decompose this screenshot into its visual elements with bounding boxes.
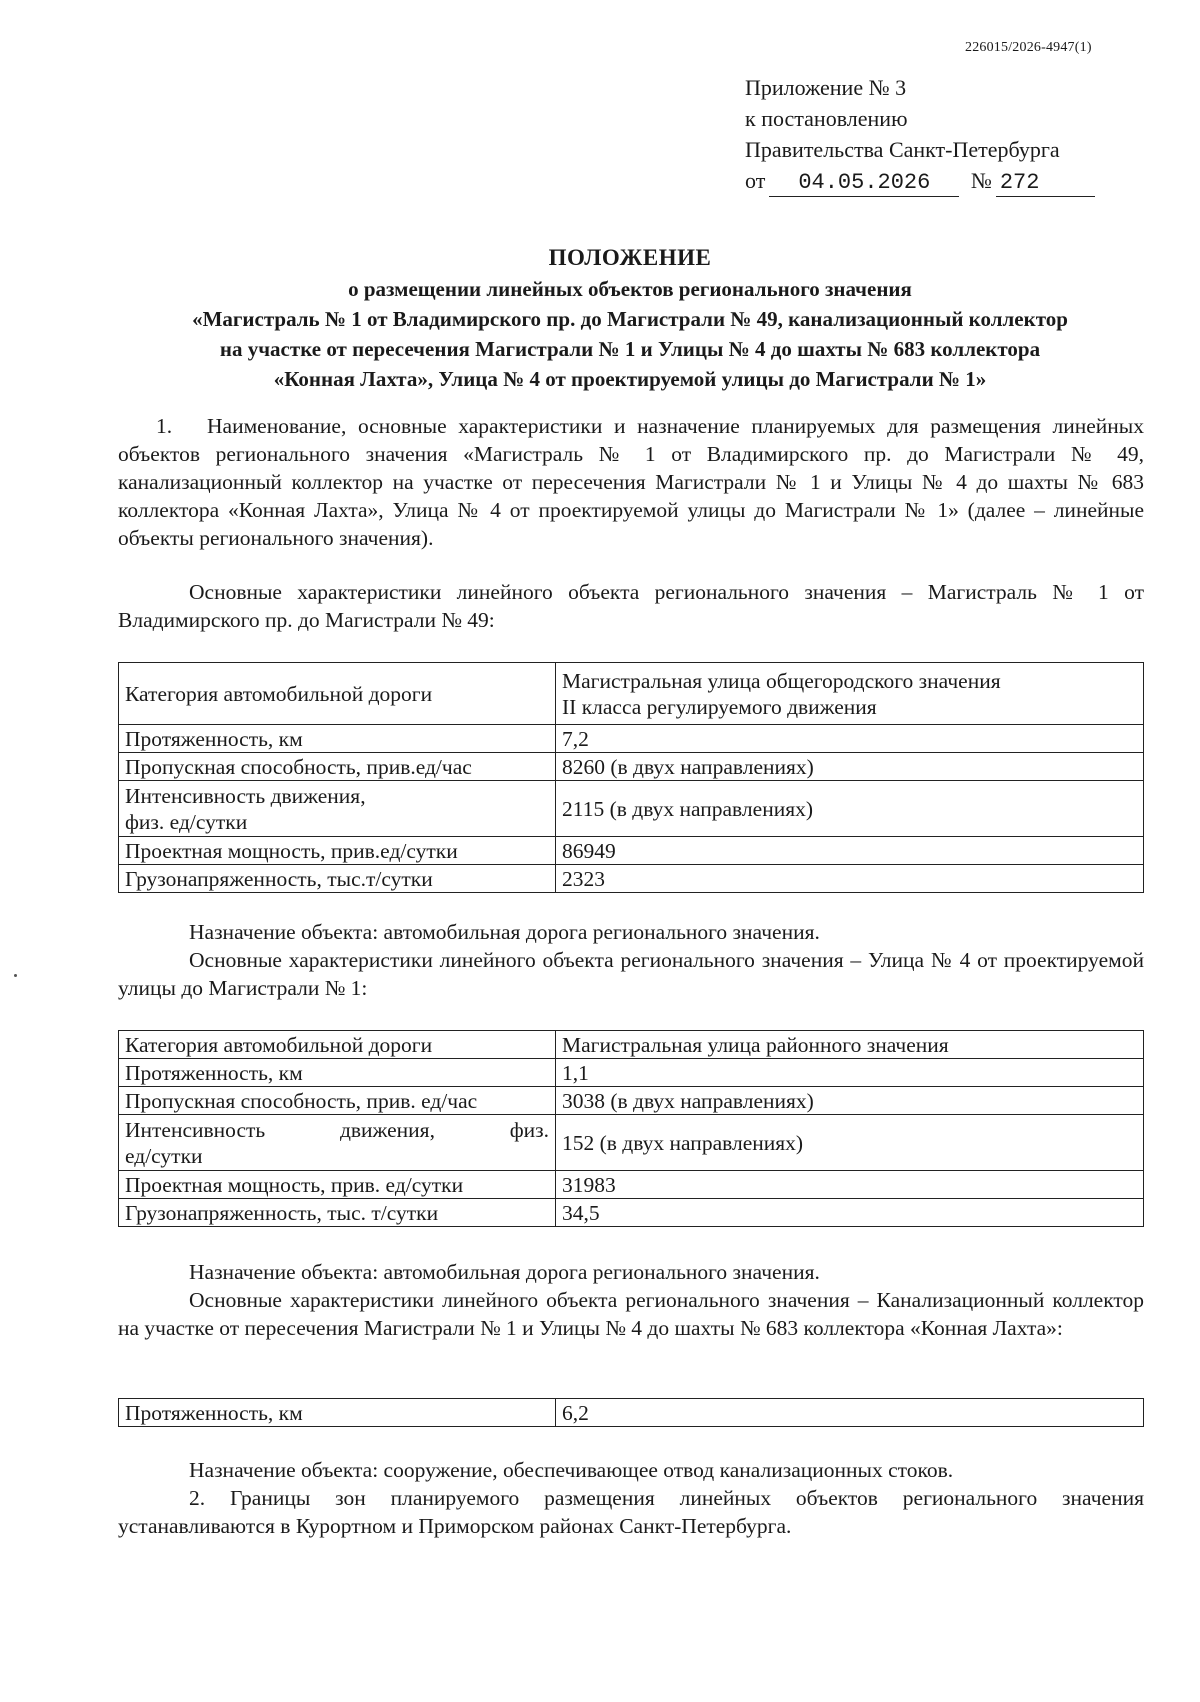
table-value: 6,2 [556, 1399, 1144, 1427]
table-key: Пропускная способность, прив.ед/час [119, 753, 556, 781]
collector-purpose: Назначение объекта: сооружение, обеспечивающее отвод канализационных стоков. [189, 1458, 954, 1482]
road2-purpose: Назначение объекта: автомобильная дорога регионального значения. [189, 1260, 820, 1284]
table-row [119, 865, 1144, 893]
table-row [119, 1115, 1144, 1171]
table-row [119, 1059, 1144, 1087]
table-key-line [125, 1117, 549, 1143]
table-row [119, 1199, 1144, 1227]
table-value: 3038 (в двух направлениях) [556, 1087, 1144, 1115]
table-row [119, 781, 1144, 837]
table-value: 8260 (в двух направлениях) [556, 753, 1144, 781]
table-value: 7,2 [556, 725, 1144, 753]
resolution-number: 272 [996, 170, 1095, 197]
table-key: Грузонапряженность, тыс. т/сутки [119, 1199, 556, 1227]
document-title [110, 242, 1150, 394]
table-row [119, 1171, 1144, 1199]
table-row [119, 1031, 1144, 1059]
road1-table [118, 662, 1144, 893]
document-number: 226015/2026-4947(1) [965, 40, 1092, 55]
table-key: Проектная мощность, прив.ед/сутки [119, 837, 556, 865]
table-value: 2115 (в двух направлениях) [556, 781, 1144, 837]
table-row [119, 663, 1144, 725]
table-value-line: II класса регулируемого движения [562, 694, 877, 719]
table-key [119, 781, 556, 837]
resolution-date: 04.05.2026 [769, 170, 959, 197]
road2-table [118, 1030, 1144, 1227]
title-line-1: о размещении линейных объектов регионального значения [348, 277, 912, 301]
section-2-paragraph: 2. Границы зон планируемого размещения линейных объектов регионального значения устанавливаются в Курортном и Приморском районах Санкт-Петербурга. [118, 1486, 1144, 1538]
title-heading: ПОЛОЖЕНИЕ [548, 245, 712, 270]
table-row [119, 753, 1144, 781]
table-row [119, 837, 1144, 865]
table-value: 152 (в двух направлениях) [556, 1115, 1144, 1171]
table-key-line: ед/сутки [125, 1143, 203, 1168]
date-prefix: от [745, 168, 766, 193]
table-value: 86949 [556, 837, 1144, 865]
appendix-line-1: Приложение № 3 [745, 75, 907, 100]
table-value: 31983 [556, 1171, 1144, 1199]
table-key-word: физ. [509, 1117, 549, 1142]
number-prefix: № [970, 168, 992, 193]
scan-speck [14, 974, 17, 977]
title-line-2: «Магистраль № 1 от Владимирского пр. до Магистрали № 49, канализационный коллектор [192, 307, 1068, 331]
table-value: 34,5 [556, 1199, 1144, 1227]
collector-table [118, 1398, 1144, 1427]
road1-purpose: Назначение объекта: автомобильная дорога регионального значения. [189, 920, 820, 944]
title-line-4: «Конная Лахта», Улица № 4 от проектируемой улицы до Магистрали № 1» [273, 367, 987, 391]
table-key-word: движения, [339, 1117, 435, 1142]
table-key-line: Интенсивность движения, [125, 783, 366, 808]
appendix-line-3: Правительства Санкт-Петербурга [745, 137, 1060, 162]
table-row [119, 725, 1144, 753]
table-key-word: Интенсивность [125, 1117, 266, 1142]
table-key: Категория автомобильной дороги [119, 663, 556, 725]
road2-intro: Основные характеристики линейного объекта регионального значения – Улица № 4 от проектируемой улицы до Магистрали № 1: [118, 948, 1144, 1000]
table-value-line: Магистральная улица общегородского значения [562, 668, 1001, 693]
table-key: Пропускная способность, прив. ед/час [119, 1087, 556, 1115]
table-value [556, 663, 1144, 725]
table-key: Протяженность, км [119, 725, 556, 753]
table-row [119, 1087, 1144, 1115]
section-1-paragraph: 1. Наименование, основные характеристики и назначение планируемых для размещения линейных объектов регионального значения «Магистраль № 1 от Владимирского пр. до Магистрали № 49, канализационный коллектор на участке от пересечения Магистрали № 1 и Улицы № 4 до шахты № 683 коллектора «Конная Лахта», Улица № 4 от проектируемой улицы до Магистрали № 1» (далее – линейные объекты регионального значения). [118, 414, 1144, 550]
road1-intro: Основные характеристики линейного объекта регионального значения – Магистраль № 1 от Владимирского пр. до Магистрали № 49: [118, 580, 1144, 632]
table-key: Протяженность, км [119, 1059, 556, 1087]
table-value: 1,1 [556, 1059, 1144, 1087]
table-row [119, 1399, 1144, 1427]
table-key: Проектная мощность, прив. ед/сутки [119, 1171, 556, 1199]
collector-intro: Основные характеристики линейного объекта регионального значения – Канализационный коллектор на участке от пересечения Магистрали № 1 и Улицы № 4 до шахты № 683 коллектора «Конная Лахта»: [118, 1288, 1144, 1340]
table-key: Грузонапряженность, тыс.т/сутки [119, 865, 556, 893]
table-key: Протяженность, км [119, 1399, 556, 1427]
table-value: Магистральная улица районного значения [556, 1031, 1144, 1059]
appendix-line-2: к постановлению [745, 106, 908, 131]
appendix-date-row [745, 165, 1095, 197]
table-key-line: физ. ед/сутки [125, 809, 248, 834]
table-key: Категория автомобильной дороги [119, 1031, 556, 1059]
appendix-header [745, 72, 1095, 197]
table-value: 2323 [556, 865, 1144, 893]
title-line-3: на участке от пересечения Магистрали № 1 и Улицы № 4 до шахты № 683 коллектора [219, 337, 1041, 361]
table-key [119, 1115, 556, 1171]
